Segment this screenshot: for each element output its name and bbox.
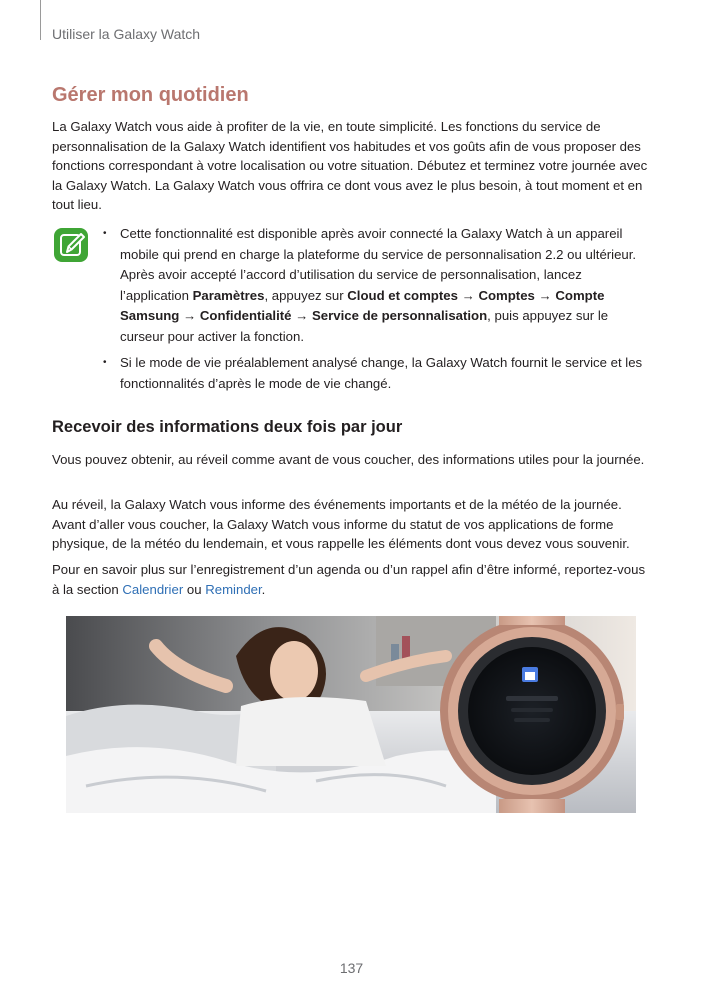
arrow-separator: →	[291, 308, 312, 323]
menu-path-samsung-account: Compte Samsung	[120, 287, 605, 323]
page-number: 137	[339, 960, 364, 976]
note-item	[103, 353, 651, 394]
body-paragraph: Au réveil, la Galaxy Watch vous informe des événements importants et de la météo de la journée. Avant d’aller vous coucher, la Galaxy Watch vous informe du statut de vos applications de forme physique, de la météo du lendemain, et vous rappelle les éléments dont vous devez vous souvenir.	[52, 497, 630, 552]
arrow-separator: →	[457, 287, 479, 303]
bullet: •	[103, 228, 107, 239]
note-pencil-icon	[54, 228, 88, 262]
note-item	[103, 224, 651, 347]
intro-paragraph: La Galaxy Watch vous aide à profiter de la vie, en toute simplicité. Les fonctions du service de personnalisation de la Galaxy Watch identifient vos habitudes et vos goûts afin de vous proposer des fonctions correspondant à votre localisation ou votre situation. Débutez et terminez votre journée avec la Galaxy Watch. La Galaxy Watch vous offrira ce dont vous avez le plus besoin, à tout moment et en tout lieu.	[52, 119, 648, 213]
section-title: Gérer mon quotidien	[52, 84, 249, 106]
note-list	[103, 224, 651, 394]
reminder-link[interactable]: Reminder	[205, 581, 262, 597]
menu-path-accounts: Comptes	[478, 287, 535, 303]
subsection-title: Recevoir des informations deux fois par jour	[52, 418, 403, 436]
bullet: •	[103, 357, 107, 368]
body-paragraph: Vous pouvez obtenir, au réveil comme avant de vous coucher, des informations utiles pour la journée.	[52, 452, 645, 467]
arrow-separator: →	[179, 308, 200, 323]
menu-path-cloud-accounts: Cloud et comptes	[347, 287, 458, 303]
body-paragraph	[52, 560, 652, 599]
body-text: ou	[183, 581, 206, 597]
note-text: , appuyez sur	[264, 287, 348, 303]
menu-path-personalisation-service: Service de personnalisation	[311, 308, 488, 323]
photo-woman-waking-with-watch	[66, 616, 636, 813]
page-header-title: Utiliser la Galaxy Watch	[52, 26, 201, 42]
note-text: , puis appuyez sur le curseur pour activer la fonction.	[120, 308, 609, 344]
body-text: .	[261, 581, 266, 597]
note-text: Cette fonctionnalité est disponible après avoir connecté la Galaxy Watch à un appareil mobile qui prend en charge la plateforme du service de personnalisation 2.2 ou ultérieur. Après avoir accepté l’accord d’utilisation du service de personnalisation, lancez l’application	[120, 226, 637, 303]
arrow-separator: →	[534, 287, 556, 303]
menu-path-privacy: Confidentialité	[199, 308, 292, 323]
calendar-link[interactable]: Calendrier	[122, 581, 184, 597]
illustration-photo	[66, 616, 636, 813]
note-text: Si le mode de vie préalablement analysé change, la Galaxy Watch fournit le service et les fonctionnalités d’après le mode de vie changé.	[120, 355, 643, 391]
header-rule	[40, 0, 41, 40]
body-text: Pour en savoir plus sur l’enregistrement d’un agenda ou d’un rappel afin d’être informé, reportez-vous à la section	[52, 562, 646, 597]
menu-path-settings: Paramètres	[192, 287, 265, 303]
